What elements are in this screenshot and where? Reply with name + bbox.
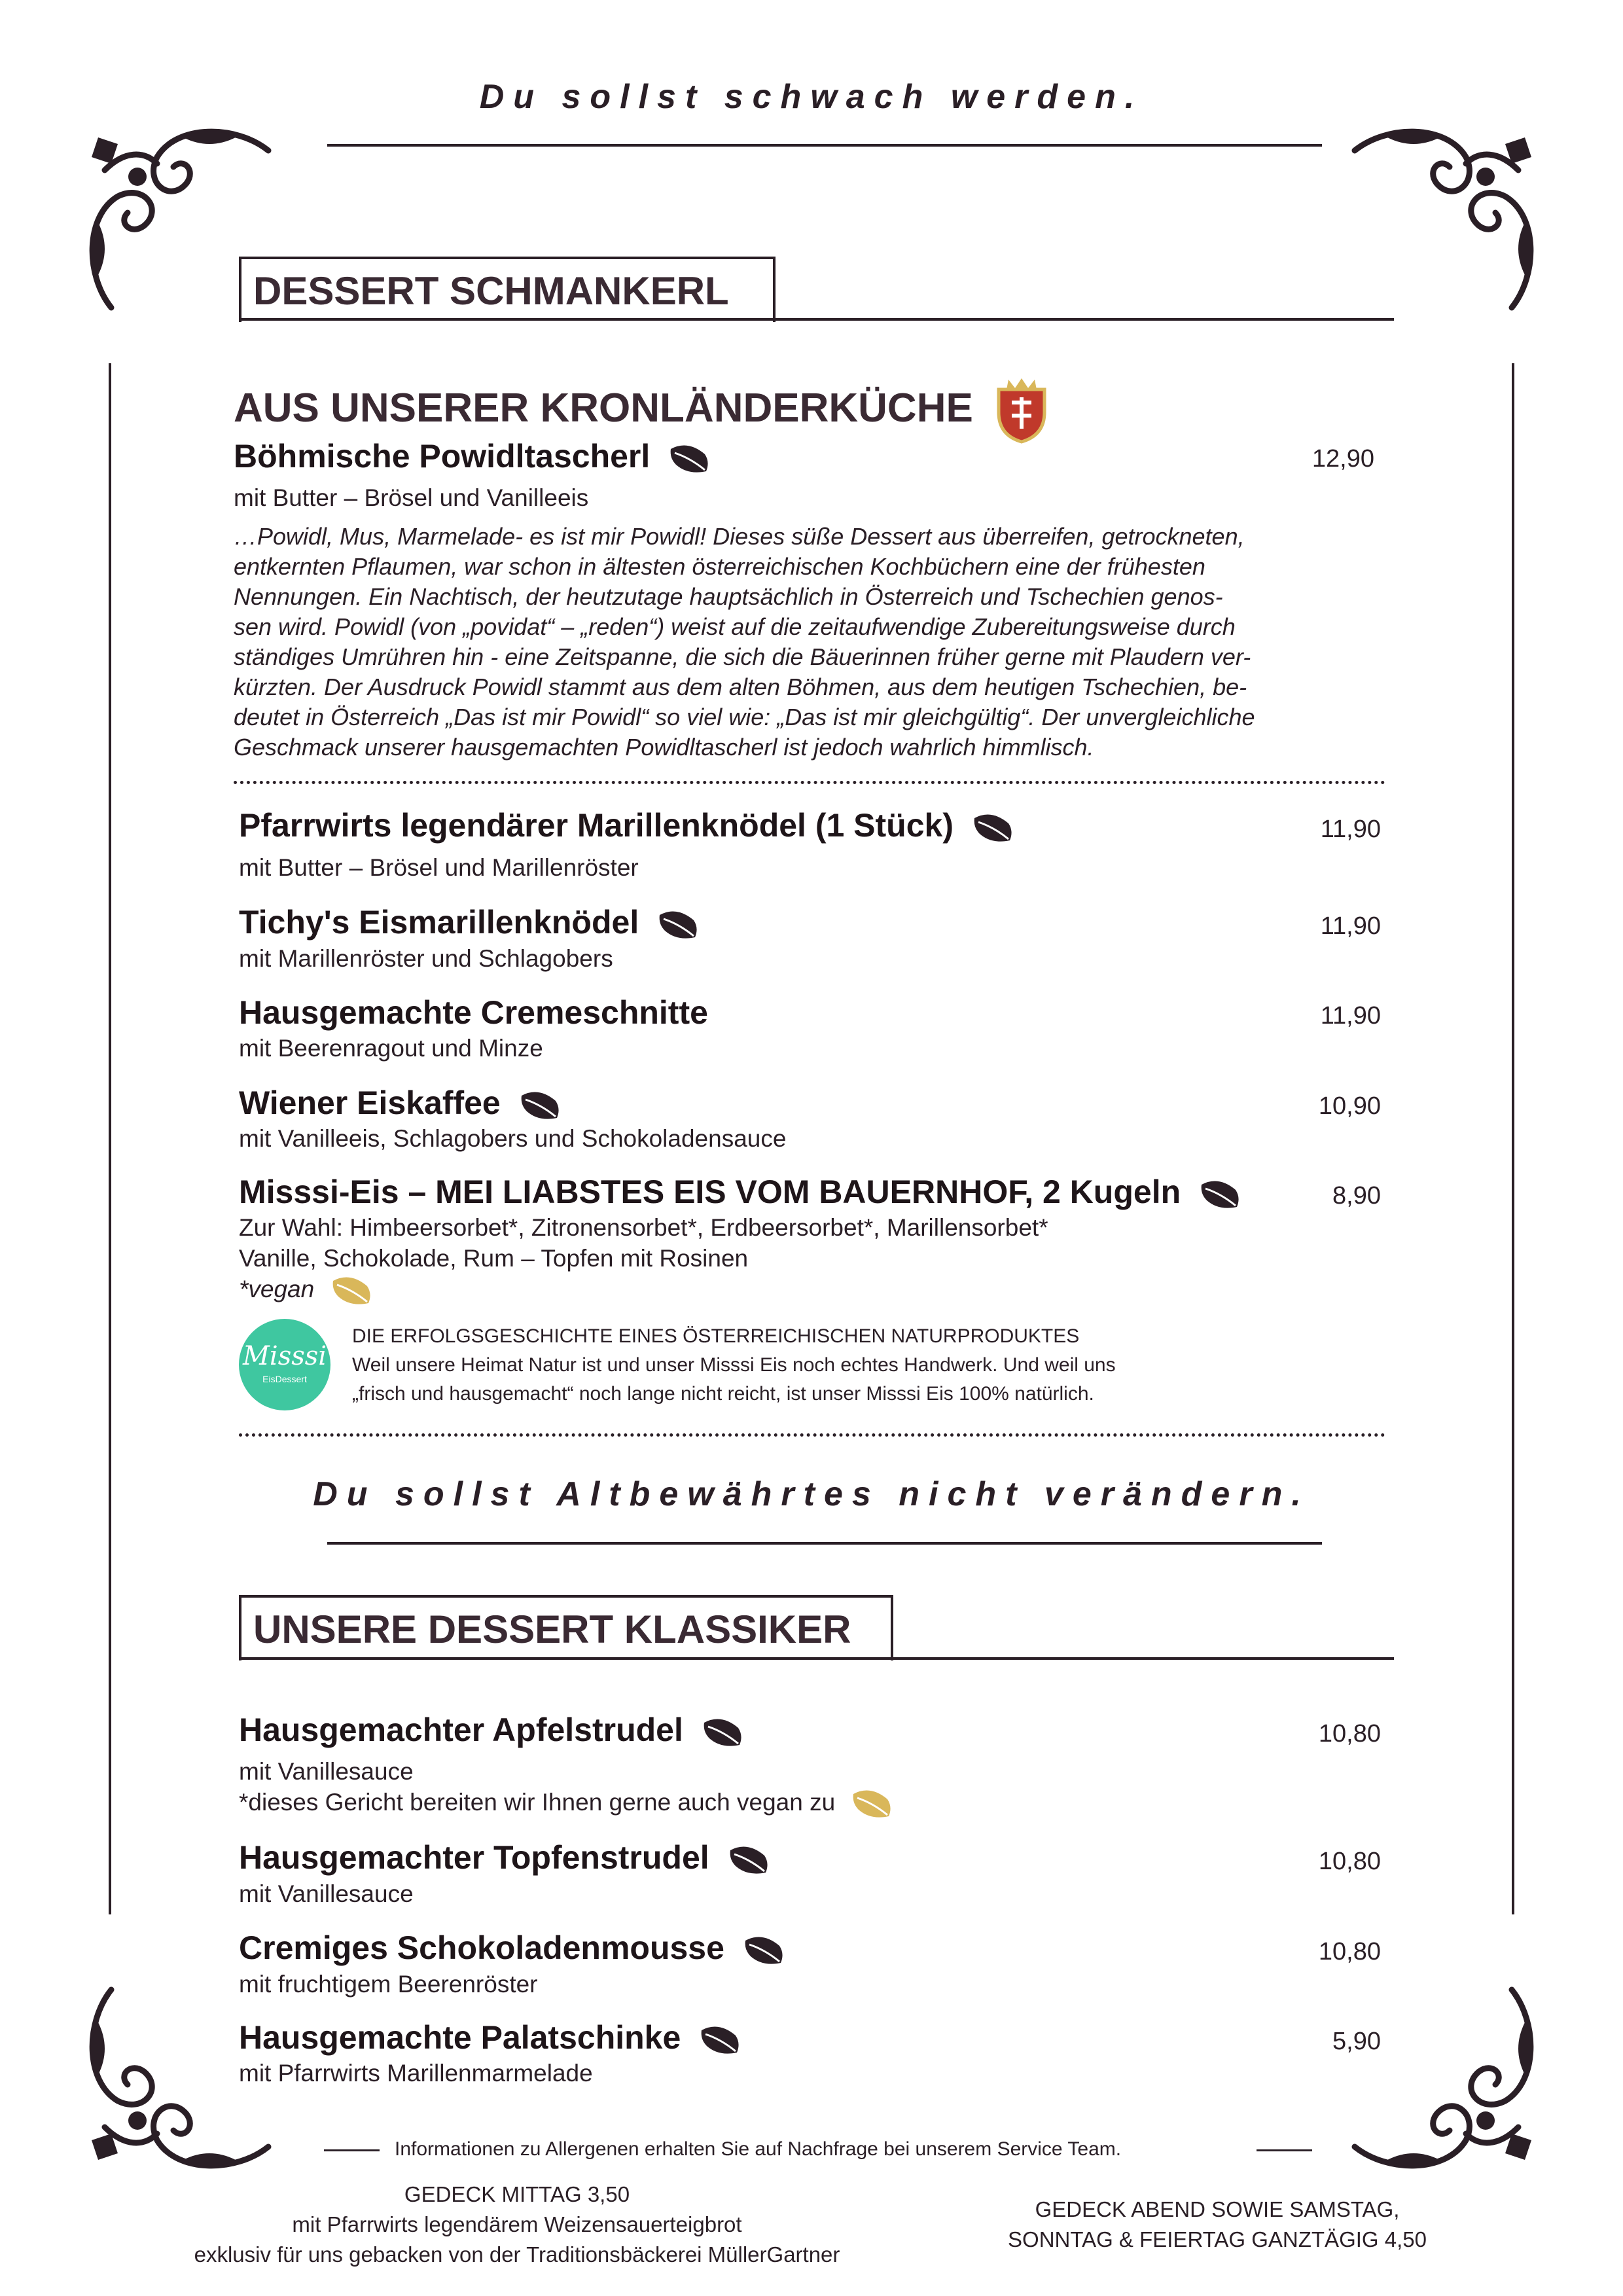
item-price-schokoladenmousse: 10,80 xyxy=(1318,1938,1381,1965)
tagline-middle-underline xyxy=(327,1542,1322,1545)
tagline-top: Du sollst schwach werden. xyxy=(479,78,1144,116)
tagline-top-underline xyxy=(327,144,1322,147)
crest-icon xyxy=(992,376,1051,445)
leaf-icon xyxy=(657,908,700,941)
item-title-topfenstrudel: Hausgemachter Topfenstrudel xyxy=(239,1839,771,1876)
item-price-palatschinke: 5,90 xyxy=(1332,2028,1381,2055)
item-desc-apfelstrudel: mit Vanillesauce xyxy=(239,1758,414,1785)
misssi-logo xyxy=(239,1319,330,1410)
story-line: sen wird. Powidl (von „povidat“ – „reden“) weist auf die zeitaufwendige Zubereitungsweise durch xyxy=(234,613,1236,640)
leaf-icon xyxy=(743,1934,786,1967)
misssi-heading: DIE ERFOLGSGESCHICHTE EINES ÖSTERREICHISCHEN NATURPRODUKTES xyxy=(352,1325,1080,1347)
vegan-leaf-icon xyxy=(330,1274,374,1307)
item-title-palatschinke: Hausgemachte Palatschinke xyxy=(239,2018,742,2056)
item-desc-eismarillenknoedel: mit Marillenröster und Schlagobers xyxy=(239,945,613,972)
corner-ornament-bottom-right xyxy=(1342,1970,1551,2186)
section-underline-klassiker xyxy=(239,1657,1394,1660)
item-price-eismarillenknoedel: 11,90 xyxy=(1320,912,1381,940)
misssi-logo-sub: EisDessert xyxy=(262,1374,307,1384)
gedeck-mittag-title: GEDECK MITTAG 3,50 xyxy=(404,2182,630,2206)
item-desc-marillenknoedel: mit Butter – Brösel und Marillenröster xyxy=(239,854,639,881)
allergen-line-left xyxy=(324,2149,380,2151)
story-line: Geschmack unserer hausgemachten Powidltascherl ist jedoch wahrlich himmlisch. xyxy=(234,734,1094,761)
gedeck-abend-line2: SONNTAG & FEIERTAG GANZTÄGIG 4,50 xyxy=(1008,2227,1427,2251)
frame-left-line xyxy=(109,363,111,1914)
item-desc-misssi-eis: Zur Wahl: Himbeersorbet*, Zitronensorbet*, Erdbeersorbet*, Marillensorbet* xyxy=(239,1214,1048,1241)
gedeck-abend-line1: GEDECK ABEND SOWIE SAMSTAG, xyxy=(1035,2197,1400,2221)
misssi-line1: Weil unsere Heimat Natur ist und unser Misssi Eis noch echtes Handwerk. Und weil uns xyxy=(352,1354,1116,1376)
leaf-icon xyxy=(702,1716,745,1749)
item-desc-schokoladenmousse: mit fruchtigem Beerenröster xyxy=(239,1971,538,1998)
section-title-klassiker: UNSERE DESSERT KLASSIKER xyxy=(239,1595,893,1660)
item-desc-cremeschnitte: mit Beerenragout und Minze xyxy=(239,1035,543,1062)
story-line: deutet in Österreich „Das ist mir Powidl“ so viel wie: „Das ist mir gleichgültig“. Der unvergleichliche xyxy=(234,704,1255,730)
subheading-kronlaender: AUS UNSERER KRONLÄNDERKÜCHE xyxy=(234,376,1051,445)
section-underline-schmankerl xyxy=(239,318,1394,321)
item-desc2-misssi-eis: Vanille, Schokolade, Rum – Topfen mit Rosinen xyxy=(239,1245,749,1272)
leaf-icon xyxy=(668,442,711,475)
gedeck-mittag xyxy=(124,2179,910,2270)
leaf-icon xyxy=(1199,1178,1242,1211)
item-title-powidltascherl: Böhmische Powidltascherl xyxy=(234,437,711,475)
item-title-apfelstrudel: Hausgemachter Apfelstrudel xyxy=(239,1711,745,1749)
misssi-line2: „frisch und hausgemacht“ noch lange nicht reicht, ist unser Misssi Eis 100% natürlich. xyxy=(352,1383,1094,1405)
item-desc-topfenstrudel: mit Vanillesauce xyxy=(239,1880,414,1907)
leaf-icon xyxy=(972,812,1015,844)
dotted-divider xyxy=(234,781,1385,784)
item-price-cremeschnitte: 11,90 xyxy=(1320,1002,1381,1030)
corner-ornament-top-right xyxy=(1342,111,1551,327)
frame-right-line xyxy=(1512,363,1514,1914)
story-line: …Powidl, Mus, Marmelade- es ist mir Powidl! Dieses süße Dessert aus überreifen, getrockneten, xyxy=(234,523,1245,550)
item-price-marillenknoedel: 11,90 xyxy=(1320,816,1381,843)
story-line: entkernten Pflaumen, war schon in ältesten österreichischen Kochbüchern eine der frühesten xyxy=(234,553,1205,580)
leaf-icon xyxy=(728,1844,771,1876)
item-desc-eiskaffee: mit Vanilleeis, Schlagobers und Schokoladensauce xyxy=(239,1125,787,1152)
vegan-leaf-icon xyxy=(851,1787,894,1820)
leaf-icon xyxy=(699,2024,742,2056)
gedeck-mittag-line2: mit Pfarrwirts legendärem Weizensauerteigbrot xyxy=(292,2212,742,2236)
misssi-logo-text: Misssi xyxy=(242,1341,327,1371)
item-desc-powidltascherl: mit Butter – Brösel und Vanilleeis xyxy=(234,484,589,511)
item-title-cremeschnitte: Hausgemachte Cremeschnitte xyxy=(239,994,708,1031)
allergen-info: Informationen zu Allergenen erhalten Sie auf Nachfrage bei unserem Service Team. xyxy=(395,2138,1122,2160)
item-price-eiskaffee: 10,90 xyxy=(1318,1092,1381,1120)
item-title-marillenknoedel: Pfarrwirts legendärer Marillenknödel (1 Stück) xyxy=(239,806,1015,844)
item-price-topfenstrudel: 10,80 xyxy=(1318,1848,1381,1875)
item-price-powidltascherl: 12,90 xyxy=(1311,445,1374,473)
item-price-apfelstrudel: 10,80 xyxy=(1318,1720,1381,1748)
story-line: Nennungen. Ein Nachtisch, der heutzutage hauptsächlich in Österreich und Tschechien genos- xyxy=(234,583,1223,610)
item-title-eismarillenknoedel: Tichy's Eismarillenknödel xyxy=(239,903,700,941)
item-desc-palatschinke: mit Pfarrwirts Marillenmarmelade xyxy=(239,2060,593,2087)
vegan-note: *vegan xyxy=(239,1274,374,1307)
item-price-misssi-eis: 8,90 xyxy=(1332,1182,1381,1210)
tagline-middle: Du sollst Altbewährtes nicht verändern. xyxy=(313,1475,1310,1513)
dotted-divider xyxy=(239,1433,1385,1437)
gedeck-abend xyxy=(929,2195,1505,2255)
allergen-line-right xyxy=(1257,2149,1312,2151)
powidl-story-text xyxy=(234,522,1399,762)
item-title-misssi-eis: Misssi-Eis – MEI LIABSTES EIS VOM BAUERNHOF, 2 Kugeln xyxy=(239,1173,1242,1211)
story-line: ständiges Umrühren hin - eine Zeitspanne, die sich die Bäuerinnen früher gerne mit Plaudern ver- xyxy=(234,643,1251,670)
gedeck-mittag-line3: exklusiv für uns gebacken von der Traditionsbäckerei MüllerGartner xyxy=(194,2242,840,2267)
item-title-schokoladenmousse: Cremiges Schokoladenmousse xyxy=(239,1929,786,1967)
item-title-eiskaffee: Wiener Eiskaffee xyxy=(239,1084,562,1122)
story-line: kürzten. Der Ausdruck Powidl stammt aus dem alten Böhmen, aus dem heutigen Tschechien, be- xyxy=(234,673,1247,700)
item-desc2-apfelstrudel: *dieses Gericht bereiten wir Ihnen gerne auch vegan zu xyxy=(239,1787,894,1820)
leaf-icon xyxy=(519,1089,562,1122)
section-title-dessert-schmankerl: DESSERT SCHMANKERL xyxy=(239,257,776,322)
